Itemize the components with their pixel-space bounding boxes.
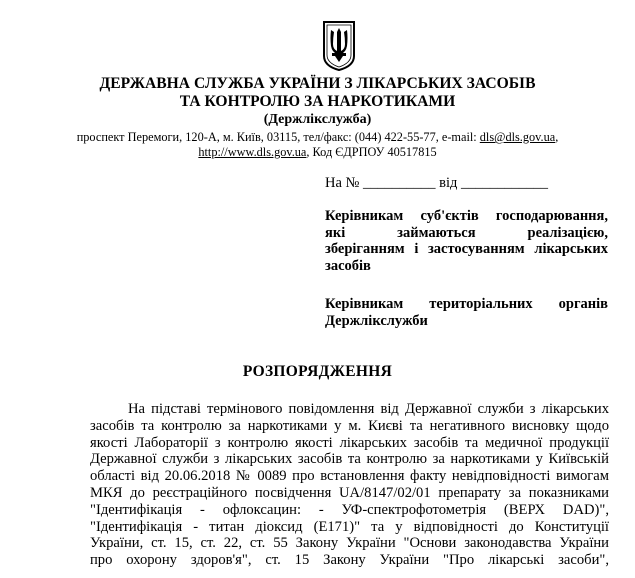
addressee-line: зберіганням і застосуванням лікарських	[325, 241, 608, 258]
organization-name-line1: ДЕРЖАВНА СЛУЖБА УКРАЇНИ З ЛІКАРСЬКИХ ЗАСОБІВ	[99, 75, 536, 92]
addressee-line: Керівникам територіальних органів	[325, 296, 608, 312]
addressee-business-entities	[325, 208, 608, 274]
body-line: Державної служби з лікарських засобів та контролю за наркотиками у Київській	[90, 451, 609, 468]
body-line: На підставі термінового повідомлення від Державної служби з лікарських	[128, 401, 609, 417]
date-blank: ____________	[461, 175, 549, 191]
contact-comma: ,	[555, 130, 559, 144]
organization-name-line2: ТА КОНТРОЛЮ ЗА НАРКОТИКАМИ	[179, 93, 456, 110]
body-line: України, ст. 15, ст. 22, ст. 55 Закону України "Основи законодавства України	[90, 535, 609, 552]
reference-number-line	[325, 175, 548, 192]
contact-line-2	[0, 145, 635, 160]
body-line: області від 20.06.2018 № 0089 про встановлення факту невідповідності вимогам	[90, 468, 609, 485]
document-title: РОЗПОРЯДЖЕННЯ	[242, 363, 393, 380]
email-link[interactable]: dls@dls.gov.ua	[479, 130, 556, 144]
body-line: МКЯ до реєстраційного посвідчення UA/8147/02/01 препарату за показниками	[90, 484, 609, 501]
body-line: "Ідентифікація - титан діоксид (Е171)" та у відповідності до Конституції	[90, 518, 609, 535]
body-line: засобів та контролю за наркотиками у м. Києві та негативного висновку щодо	[90, 417, 609, 434]
website-link[interactable]: http://www.dls.gov.ua	[198, 145, 307, 159]
contact-line-1	[0, 130, 635, 145]
addressee-line: засобів	[325, 257, 371, 274]
addressee-territorial-bodies	[325, 296, 608, 329]
addressee-line: які займаються реалізацією,	[325, 224, 608, 241]
date-label: від	[439, 175, 458, 191]
body-line: про охорону здоров'я", ст. 15 Закону України "Про лікарські засоби",	[90, 552, 609, 569]
document-body	[90, 401, 609, 569]
addressee-line: Держлікслужби	[325, 312, 428, 329]
address-phone-text: проспект Перемоги, 120-А, м. Київ, 03115, тел/факс: (044) 422-55-77, e-mail:	[76, 130, 480, 144]
edrpou-code-text: , Код ЄДРПОУ 40517815	[306, 145, 437, 159]
addressee-line: Керівникам суб'єктів господарювання,	[325, 208, 608, 224]
body-line: "Ідентифікація - офлоксацин: - УФ-спектрофотометрія (ВЕРХ DAD)",	[90, 501, 609, 518]
coat-of-arms-icon	[322, 20, 356, 72]
number-label: На №	[325, 175, 360, 191]
number-blank: __________	[363, 175, 436, 191]
organization-short-name: (Держлікслужба)	[263, 112, 372, 127]
body-line: якості Лабораторії з контролю якості лікарських засобів та медичної продукції	[90, 434, 609, 451]
